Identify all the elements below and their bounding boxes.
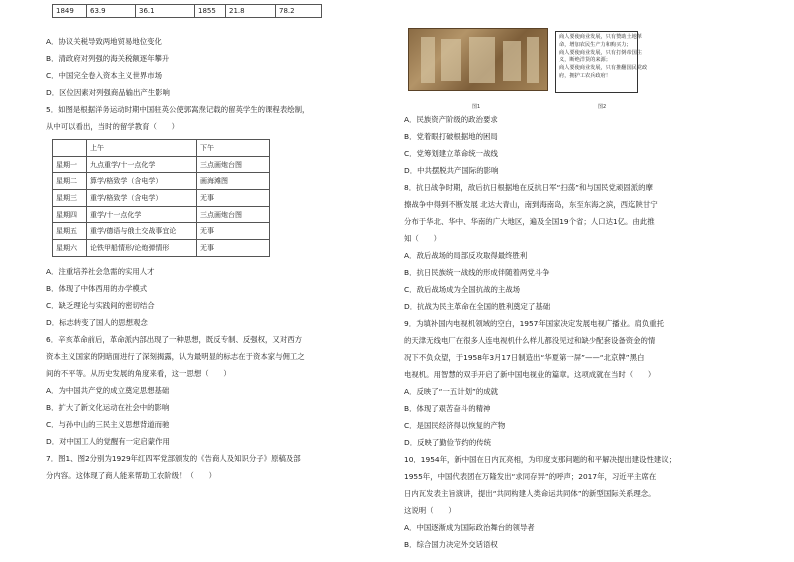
table-cell: 36.1 <box>136 5 195 18</box>
figure-2-line: 商人要使商业发展，只有推翻国民党政 <box>559 65 648 72</box>
option-line: D．反映了勤俭节约的传统 <box>404 438 491 447</box>
question-9-text: 的天津无线电厂在很多人连电视机什么样儿都没见过和缺少配套设备资金的情 <box>404 336 656 345</box>
option-line: C．与孙中山的三民主义思想背道而驰 <box>46 420 170 429</box>
table-cell: 无事 <box>197 223 270 240</box>
trade-data-table <box>52 4 322 18</box>
question-8-text: 知（ ） <box>404 234 441 243</box>
question-5-text: 从中可以看出，当时的留学教育（ ） <box>46 122 180 131</box>
question-9-text: 电视机。用智慧的双手开启了新中国电视业的篇章。这项成就在当时（ ） <box>404 370 656 379</box>
option-line: A．敌后战场的局部反攻取得最终胜利 <box>404 251 528 260</box>
option-line: C．是国民经济得以恢复的产物 <box>404 421 506 430</box>
question-5-text: 5．如图是根据洋务运动时期中国驻英公使郭嵩焘记载的留英学生的课程表绘制， <box>46 105 310 114</box>
option-line: B．扩大了新文化运动在社会中的影响 <box>46 403 170 412</box>
option-line: B．体现了中体西用的办学模式 <box>46 284 148 293</box>
table-row <box>53 5 322 18</box>
table-cell: 九点重学/十一点化学 <box>87 156 197 173</box>
question-7-text: 7．图1、图2分别为1929年红四军党部颁发的《告商人及知识分子》原稿及部 <box>46 454 301 463</box>
table-cell: 论铁甲船情形/论炮弹情形 <box>87 240 197 257</box>
table-cell: 重学/德语与俄土交战事宜论 <box>87 223 197 240</box>
option-line: A．中国逐渐成为国际政治舞台的领导者 <box>404 523 535 532</box>
table-cell: 78.2 <box>276 5 322 18</box>
figure-2-line: 命，增加农民生产力和购买力； <box>559 41 632 48</box>
table-cell: 1855 <box>195 5 226 18</box>
option-line: B．抗日民族统一战线的形成伴随着两党斗争 <box>404 268 550 277</box>
question-6-text: 间的不平等。从历史发展的角度来看，这一思想（ ） <box>46 369 231 378</box>
option-line: D．标志转变了国人的思想观念 <box>46 318 148 327</box>
option-line: C．敌后战场成为全国抗战的主战场 <box>404 285 521 294</box>
table-row <box>53 240 270 257</box>
figure-2-caption: 图2 <box>598 104 607 110</box>
table-row <box>53 140 270 157</box>
table-header: 上午 <box>87 140 197 157</box>
option-line: B．党着眼打破根据地的困局 <box>404 132 498 141</box>
table-cell: 63.9 <box>87 5 136 18</box>
table-row <box>53 173 270 190</box>
option-line: A．反映了“一五计划”的成就 <box>404 387 499 396</box>
table-cell: 重学/十一点化学 <box>87 206 197 223</box>
question-8-text: 8．抗日战争时期，敌后抗日根据地在反抗日军“扫荡”和与国民党顽固派的摩 <box>404 183 653 192</box>
option-line: A．为中国共产党的成立奠定思想基础 <box>46 386 170 395</box>
table-cell: 21.8 <box>226 5 276 18</box>
question-8-text: 擦战争中得到不断发展 北达大青山，南到海南岛，东至东海之滨，西迄陕甘宁 <box>404 200 658 209</box>
table-cell: 星期六 <box>53 240 87 257</box>
table-cell: 星期一 <box>53 156 87 173</box>
question-10-text: 日内瓦发表主旨演讲，提出“共同构建人类命运共同体”的新型国际关系理念。 <box>404 489 656 498</box>
question-6-text: 6．辛亥革命前后，革命派内部出现了一种思想，既反专制、反强权，又对西方 <box>46 335 302 344</box>
table-header: 下午 <box>197 140 270 157</box>
option-line: A．注重培养社会急需的实用人才 <box>46 267 155 276</box>
question-10-text: 这说明（ ） <box>404 506 456 515</box>
option-line: D．中共摆脱共产国际的影响 <box>404 166 499 175</box>
table-cell: 1849 <box>53 5 87 18</box>
table-cell: 星期五 <box>53 223 87 240</box>
figure-2-line: 义，断绝洋货的来源； <box>559 57 611 64</box>
option-line: C．中国完全卷入资本主义世界市场 <box>46 71 163 80</box>
table-row <box>53 156 270 173</box>
question-9-text: 9．为填补国内电视机领域的空白，1957年国家决定发展电视广播业。肩负重托 <box>404 319 665 328</box>
option-line: A．协议关税导致两地贸易地位变化 <box>46 37 162 46</box>
table-cell: 无事 <box>197 190 270 207</box>
table-cell: 算学/格致学（含电学） <box>87 173 197 190</box>
question-7-text: 分内容。这体现了商人能来帮助工农阶级！（ ） <box>46 471 216 480</box>
course-schedule-table <box>52 139 270 257</box>
table-row <box>53 206 270 223</box>
question-8-text: 分布于华北、华中、华南的广大地区，遍及全国19个省；人口达1亿。由此推 <box>404 217 655 226</box>
table-cell: 画海滩图 <box>197 173 270 190</box>
table-cell: 星期四 <box>53 206 87 223</box>
option-line: C．缺乏理论与实践间的密切结合 <box>46 301 155 310</box>
option-line: B．体现了艰苦奋斗的精神 <box>404 404 491 413</box>
table-cell: 三点画炮台图 <box>197 206 270 223</box>
option-line: A．民族资产阶级的政治要求 <box>404 115 498 124</box>
option-line: C．党筹划建立革命统一战线 <box>404 149 498 158</box>
figure-2-line: 府，拥护工农兵政府！ <box>559 72 611 79</box>
option-line: D．区位因素对列强商品输出产生影响 <box>46 88 170 97</box>
table-cell: 星期二 <box>53 173 87 190</box>
table-cell: 星期三 <box>53 190 87 207</box>
figure-1-caption: 图1 <box>472 104 481 110</box>
question-6-text: 资本主义国家的阴暗面进行了深刻揭露，认为最明显的标志在于资本家与佣工之 <box>46 352 305 361</box>
question-9-text: 况下不负众望，于1958年3月17日制造出“华夏第一屏”——“北京牌”黑白 <box>404 353 645 362</box>
table-row <box>53 223 270 240</box>
option-line: D．抗战为民主革命在全国的胜利奠定了基础 <box>404 302 551 311</box>
figure-2-line: 商人要使商业发展，只有赞助土地革 <box>559 34 643 40</box>
option-line: D．对中国工人的觉醒有一定启蒙作用 <box>46 437 170 446</box>
table-cell: 无事 <box>197 240 270 257</box>
question-10-text: 10．1954年，新中国在日内瓦亮相，为印度支那问题的和平解决提出建设性建议； <box>404 455 677 464</box>
table-row <box>53 190 270 207</box>
table-cell: 重学/格致学（含电学） <box>87 190 197 207</box>
figure-2-text-box <box>555 31 648 93</box>
figure-1-photo <box>408 28 548 91</box>
question-10-text: 1955年，中国代表团在万隆发出“求同存异”的呼声；2017年，习近平主席在 <box>404 472 657 481</box>
option-line: B．清政府对列强的海关税额逐年攀升 <box>46 54 170 63</box>
table-cell: 三点画炮台图 <box>197 156 270 173</box>
table-cell <box>53 140 87 157</box>
figure-2-line: 商人要使商业发展，只有打倒帝国主 <box>559 49 643 56</box>
option-line: B．综合国力决定外交话语权 <box>404 540 498 549</box>
